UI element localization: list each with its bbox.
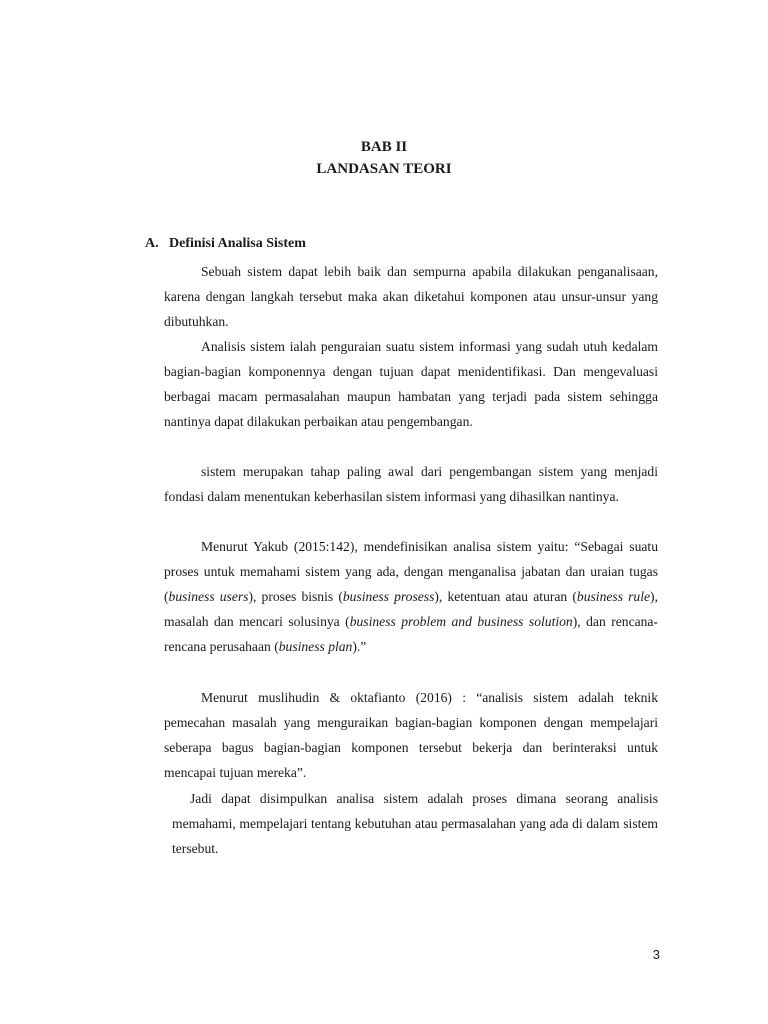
paragraph-4-text-2: ), proses bisnis ( [248, 589, 343, 604]
term-business-users: business users [168, 589, 249, 604]
term-business-plan: business plan [278, 639, 353, 654]
section-title: Definisi Analisa Sistem [169, 236, 306, 251]
paragraph-4-text-5: ), dan rencana-rencana perusahaan ( [164, 614, 658, 654]
chapter-number: BAB II [360, 139, 408, 155]
paragraph-5: Menurut muslihudin & oktafianto (2016) : “analisis sistem adalah teknik pemecahan masalah yang menguraikan bagian-bagian komponen dengan mempelajari seberapa bagus bagian-bagian komponen tersebut bekerja dan berinteraksi untuk mencapai tujuan mereka”. [164, 690, 658, 780]
paragraph-4-text-6: ).” [352, 639, 367, 654]
paragraph-4 [164, 534, 658, 659]
term-business-prosess: business prosess [342, 589, 435, 604]
paragraph-4-text-4: ), masalah dan mencari solusinya ( [164, 589, 658, 629]
paragraph-2: Analisis sistem ialah penguraian suatu sistem informasi yang sudah utuh kedalam bagian-bagian komponennya dengan tujuan dapat menidentifikasi. Dan mengevaluasi berbagai macam permasalahan maupun hambatan yang terjadi pada sistem sehingga nantinya dapat dilakukan perbaikan atau pengembangan. [164, 339, 658, 429]
term-business-rule: business rule [576, 589, 651, 604]
paragraph-1: Sebuah sistem dapat lebih baik dan sempurna apabila dilakukan penganalisaan, karena dengan langkah tersebut maka akan diketahui komponen atau unsur-unsur yang dibutuhkan. [164, 264, 658, 329]
paragraph-4-text-3: ), ketentuan atau aturan ( [434, 589, 577, 604]
section-letter: A. [145, 236, 159, 251]
paragraph-3: sistem merupakan tahap paling awal dari pengembangan sistem yang menjadi fondasi dalam menentukan keberhasilan sistem informasi yang dihasilkan nantinya. [164, 464, 658, 504]
chapter-title: LANDASAN TEORI [316, 161, 452, 177]
section-heading [145, 234, 306, 254]
paragraph-6-conclusion: Jadi dapat disimpulkan analisa sistem adalah proses dimana seorang analisis memahami, mempelajari tentang kebutuhan atau permasalahan yang ada di dalam sistem tersebut. [172, 791, 658, 856]
page-number: 3 [652, 947, 660, 962]
paragraph-4-text-1: Menurut Yakub (2015:142), mendefinisikan analisa sistem yaitu: “Sebagai suatu proses untuk memahami sistem yang ada, dengan menganalisa jabatan dan uraian tugas ( [164, 539, 658, 604]
term-business-problem-solution: business problem and business solution [349, 614, 573, 629]
